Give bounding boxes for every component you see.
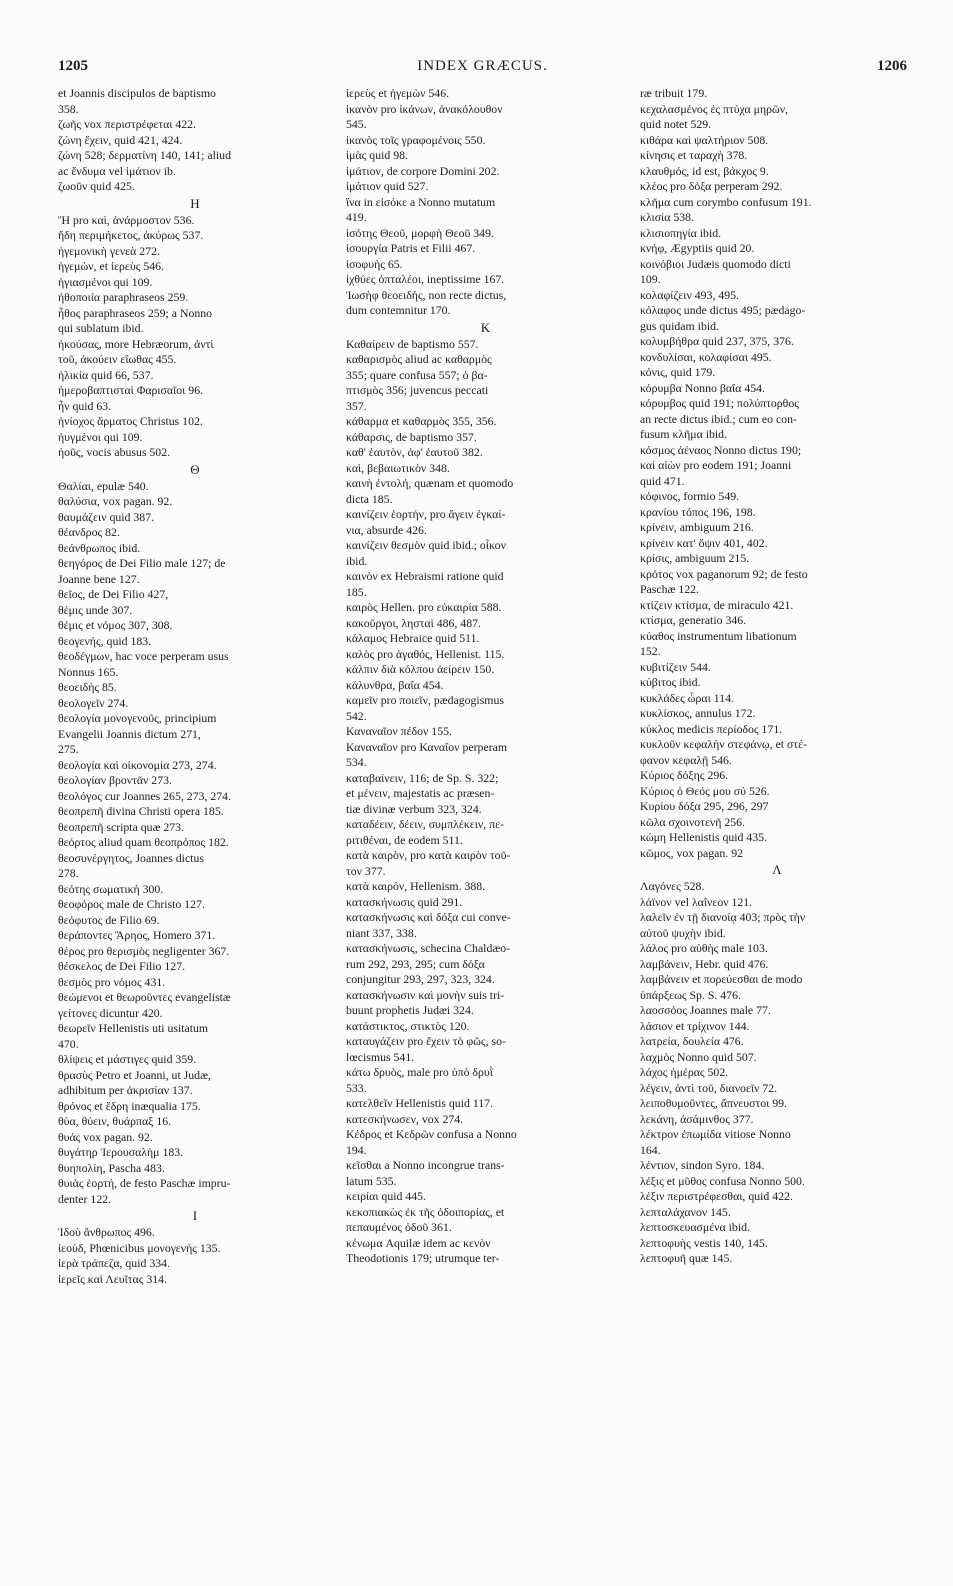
index-entry: κακοῦργοι, λησταὶ 486, 487. <box>346 615 481 630</box>
index-entry: θεοειδὴς 85. <box>58 680 117 694</box>
index-entry: lœcismus 541. <box>346 1049 415 1064</box>
index-column-2 <box>346 86 625 1571</box>
section-letter: I <box>192 1208 198 1223</box>
index-entry: κόνις, quid 179. <box>640 365 716 379</box>
section-letter: Λ <box>772 862 782 877</box>
index-entry: Κυρίου δόξα 295, 296, 297 <box>640 799 769 813</box>
index-entry: κώμη Hellenistis quid 435. <box>640 830 768 844</box>
index-entry: κατὰ καιρὸν, pro κατὰ καιρὸν τοῦ- <box>346 848 511 862</box>
index-entry: θεοφόρος male de Christo 127. <box>58 897 205 911</box>
section-letter: K <box>480 319 491 335</box>
index-entry: πεπαυμένος ὁδοῦ 361. <box>346 1220 452 1234</box>
index-entry: κολαφίζειν 493, 495. <box>640 287 740 302</box>
index-entry: καθαρισμὸς aliud ac καθαρμὸς <box>346 352 492 366</box>
index-entry: κόφινος, formio 549. <box>640 489 740 503</box>
index-entry: ἦθος paraphraseos 259; a Nonno <box>58 305 213 320</box>
index-entry: et Joannis discipulos de baptismo <box>58 86 216 100</box>
index-entry: Evangelii Joannis dictum 271, <box>58 726 201 741</box>
index-entry: θεοπρεπῆ scripta quæ 273. <box>58 819 185 834</box>
index-entry: ἠυγμένοι qui 109. <box>58 429 143 444</box>
index-entry: κάτω δρυὸς, male pro ὑπὸ δρυῒ <box>346 1065 493 1079</box>
index-entry: ἱερεὺς et ἡγεμὼν 546. <box>346 86 450 100</box>
index-entry: κρίνειν, ambiguum 216. <box>640 520 754 534</box>
index-entry: ἱερὰ τράπεζα, quid 334. <box>58 1256 170 1270</box>
index-entry: Ἢ pro καὶ, ἀνάρμοστον 536. <box>58 212 195 227</box>
index-entry: κῶλα σχοινοτενῆ 256. <box>640 814 745 829</box>
index-entry: λέγειν, ἀντὶ τοῦ, διανοεῖν 72. <box>640 1080 778 1095</box>
index-entry: κυκλοῦν κεφαλὴν στεφάνῳ, et στέ- <box>640 737 808 751</box>
index-entry: denter 122. <box>58 1191 112 1206</box>
index-entry: ἠθοποιία paraphraseos 259. <box>58 290 189 304</box>
index-entry: θέσκελος de Dei Filio 127. <box>58 959 186 973</box>
index-entry: κατὰ καιρόν, Hellenism. 388. <box>346 879 486 893</box>
index-entry: 109. <box>640 272 661 286</box>
index-entry: θέμις unde 307. <box>58 602 133 617</box>
index-entry: 194. <box>346 1142 367 1157</box>
index-entry: κίνησις et ταραχὴ 378. <box>640 148 748 162</box>
index-entry: λάϊνον vel λαΐνεον 121. <box>640 894 753 909</box>
index-entry: θλίψεις et μάστιγες quid 359. <box>58 1052 197 1066</box>
index-entry: κτίσμα, generatio 346. <box>640 613 747 627</box>
index-entry: ἰσότης Θεοῦ, μορφὴ Θεοῦ 349. <box>346 225 494 240</box>
index-entry: καταβαίνειν, 116; de Sp. S. 322; <box>346 770 499 785</box>
index-entry: θυηπολίη, Pascha 483. <box>58 1160 165 1175</box>
index-entry: niant 337, 338. <box>346 925 417 940</box>
index-entry: Κέδρος et Κεδρῶν confusa a Nonno <box>346 1127 517 1141</box>
index-entry: λεκάνη, ἀσάμινθος 377. <box>640 1111 754 1126</box>
index-entry: Paschæ 122. <box>640 582 699 596</box>
index-entry: ἵνα in εἰσόκε a Nonno mutatum <box>346 194 496 209</box>
index-entry: ζώνη 528; δερματίνη 140, 141; aliud <box>58 148 231 162</box>
index-entry: ἡμεροβαπτισταὶ Φαρισαῖοι 96. <box>58 383 204 397</box>
index-entry: κύβιτος ibid. <box>640 675 701 689</box>
index-entry: θεόφυτος de Filio 69. <box>58 912 160 927</box>
index-entry: κάθαρμα et καθαρμὸς 355, 356. <box>346 414 497 428</box>
index-entry: ἱκανὸς τοῖς γραφομένοις 550. <box>346 132 486 147</box>
index-entry: καινίζειν θεσμὸν quid ibid.; οἶκον <box>346 538 506 552</box>
index-entry: κυκλίσκος, annulus 172. <box>640 706 756 720</box>
index-entry: λεπτοφυῆ quæ 145. <box>640 1251 733 1265</box>
index-entry: λέντιον, sindon Syro. 184. <box>640 1158 765 1172</box>
index-entry: Nonnus 165. <box>58 664 119 679</box>
index-entry: καταυγάζειν pro ἔχειν τὸ φῶς, so- <box>346 1034 506 1048</box>
index-entry: κατελθεῖν Hellenistis quid 117. <box>346 1096 494 1110</box>
index-entry: dum contemnitur 170. <box>346 303 451 317</box>
index-entry: καλὸς pro ἀγαθός, Hellenist. 115. <box>346 646 505 661</box>
index-entry: θεοσυνέργητος, Joannes dictus <box>58 850 204 865</box>
index-entry: adhibitum per ἀκρισίαν 137. <box>58 1083 193 1097</box>
index-column-3 <box>640 86 914 1571</box>
index-entry: κτίζειν κτίσμα, de miraculo 421. <box>640 597 794 612</box>
index-entry: dicta 185. <box>346 491 393 506</box>
index-entry: θέρος pro θερισμὸς negligenter 367. <box>58 943 230 958</box>
index-entry: κλῆμα cum corymbo confusum 191. <box>640 194 812 209</box>
index-entry: ριτιθέναι, de eodem 511. <box>346 832 463 847</box>
index-entry: 545. <box>346 117 367 131</box>
index-entry: qui sublatum ibid. <box>58 321 144 335</box>
index-entry: 470. <box>58 1036 79 1051</box>
index-entry: quid notet 529. <box>640 117 712 131</box>
index-entry: κάλυνθρα, βαΐα 454. <box>346 677 444 692</box>
index-entry: θεολόγος cur Joannes 265, 273, 274. <box>58 788 231 803</box>
index-entry: θύα, θύειν, θυάρπαξ 16. <box>58 1114 172 1128</box>
index-entry: ἡλικία quid 66, 537. <box>58 367 154 382</box>
index-entry: λέκτρον ἐπωμίδα vitiose Nonno <box>640 1127 791 1141</box>
index-entry: λέξις et μῦθος confusa Nonno 500. <box>640 1173 805 1188</box>
index-entry: Κύριος δόξης 296. <box>640 768 729 782</box>
index-entry: κνήφ, Ægyptiis quid 20. <box>640 241 755 255</box>
index-entry: καινὸν ex Hebraismi ratione quid <box>346 569 504 583</box>
index-entry: καθ' ἑαυτὸν, ἀφ' ἑαυτοῦ 382. <box>346 445 483 459</box>
index-entry: 542. <box>346 708 367 723</box>
index-entry: 534. <box>346 755 367 769</box>
index-entry: θυγάτηρ Ἱερουσαλὴμ 183. <box>58 1145 184 1159</box>
index-entry: λατρεία, δουλεία 476. <box>640 1034 744 1048</box>
index-entry: κοινόβιοι Judæis quomodo dicti <box>640 256 791 271</box>
index-entry: θεότης σωματικὴ 300. <box>58 881 164 896</box>
index-entry: κατασκήνωσις καὶ δόξα cui conve- <box>346 910 511 924</box>
section-letter: H <box>190 195 200 211</box>
index-entry: κάλπιν διὰ κόλπου ἀείρειν 150. <box>346 662 495 676</box>
index-entry: ἱμάτιον quid 527. <box>346 179 429 193</box>
index-entry: καὶ αἰὼν pro eodem 191; Joanni <box>640 458 792 472</box>
index-entry: κονδυλίσαι, κολαφίσαι 495. <box>640 349 772 364</box>
running-title: INDEX GRÆCUS. <box>417 58 548 74</box>
index-entry: κατεσκήνωσεν, vox 274. <box>346 1111 464 1126</box>
index-entry: κατασκήνωσιν καὶ μονὴν suis tri- <box>346 987 505 1002</box>
index-entry: θυάς vox pagan. 92. <box>58 1129 153 1144</box>
index-entry: θεσμὸς pro νόμος 431. <box>58 974 166 989</box>
index-entry: ἠοῦς, vocis abusus 502. <box>58 445 171 459</box>
index-entry: ζώνη ἔχειν, quid 421, 424. <box>58 132 183 147</box>
index-entry: ἡγεμών, et ἱερεὺς 546. <box>58 259 164 273</box>
index-entry: κλέος pro δόξα perperam 292. <box>640 179 783 193</box>
index-entry: φανον κεφαλῇ 546. <box>640 752 732 767</box>
index-entry: ἱκανὸν pro ἱκάνων, ἀνακόλουθον <box>346 101 503 116</box>
index-entry: κρότος vox paganorum 92; de festo <box>640 566 808 581</box>
index-entry: fusum κλῆμα ibid. <box>640 427 728 441</box>
index-entry: κόρυμβα Nonno βαΐα 454. <box>640 380 765 395</box>
index-entry: καιρὸς Hellen. pro εὐκαιρία 588. <box>346 600 502 614</box>
index-entry: κῶμος, vox pagan. 92 <box>640 845 744 860</box>
index-entry: Καναναῖον pro Καναΐον perperam <box>346 739 507 754</box>
index-column-1 <box>58 86 332 1571</box>
index-entry: Ἰδοὺ ἄνθρωπος 496. <box>58 1225 155 1239</box>
index-entry: καινὴ ἐντολή, quænam et quomodo <box>346 476 514 490</box>
index-entry: ὑπάρξεως Sp. S. 476. <box>640 987 741 1002</box>
index-entry: θεράποντες Ἄρηος, Homero 371. <box>58 928 216 942</box>
index-entry: πτισμὸς 356; juvencus peccati <box>346 383 489 397</box>
index-entry: κλισία 538. <box>640 210 695 224</box>
index-entry: θεωρεῖν Hellenistis uti usitatum <box>58 1021 209 1035</box>
index-entry: latum 535. <box>346 1173 397 1188</box>
index-entry: κολυμβήθρα quid 237, 375, 376. <box>640 334 794 348</box>
index-entry: κειρίαι quid 445. <box>346 1189 427 1203</box>
index-entry: κόσμος ἀέναος Nonno dictus 190; <box>640 442 802 457</box>
index-entry: θεώμενοι et θεωροῦντες evangelistæ <box>58 990 231 1004</box>
index-entry: tiæ divinæ verbum 323, 324. <box>346 801 482 816</box>
index-entry: καινίζειν ἑορτήν, pro ἄγειν ἐγκαί- <box>346 507 506 521</box>
index-entry: 358. <box>58 101 79 116</box>
index-entry: κεκοπιακὼς ἐκ τῆς ὁδοιπορίας, et <box>346 1204 505 1219</box>
index-entry: λαχμὸς Nonno quid 507. <box>640 1049 757 1064</box>
index-entry: κρανίου τόπος 196, 198. <box>640 504 756 519</box>
index-entry: Λαγόνες 528. <box>640 879 705 893</box>
index-entry: ἱμάτιον, de corpore Domini 202. <box>346 163 500 178</box>
index-entry: ἱερεῖς καὶ Λευῖτας 314. <box>58 1271 167 1286</box>
index-entry: buunt prophetis Judæi 324. <box>346 1003 474 1017</box>
index-entry: θέμις et νόμος 307, 308. <box>58 618 173 632</box>
index-entry: κεῖσθαι a Nonno incongrue trans- <box>346 1158 505 1172</box>
index-entry: λάσιον et τρίχινον 144. <box>640 1018 750 1033</box>
index-entry: γείτονες dicuntur 420. <box>58 1005 163 1020</box>
index-entry: ἡγιασμένοι qui 109. <box>58 274 153 289</box>
index-entry: ζωοῦν quid 425. <box>58 179 135 193</box>
index-entry: κάλαμος Hebraice quid 511. <box>346 631 480 645</box>
index-entry: ἤδη περιμήκετος, ἀκύρως 537. <box>58 228 204 242</box>
index-entry: Καθαίρειν de baptismo 557. <box>346 336 479 351</box>
index-entry: θεολογίαν βροντᾶν 273. <box>58 773 172 787</box>
index-entry: κατασκήνωσις quid 291. <box>346 894 463 909</box>
index-entry: 533. <box>346 1080 367 1095</box>
index-entry: 419. <box>346 210 367 224</box>
index-entry: λάχος ἡμέρας 502. <box>640 1065 729 1079</box>
index-entry: λεπτοσκευασμένα ibid. <box>640 1220 750 1234</box>
index-entry: Κύριος ὁ Θεός μου σύ 526. <box>640 783 770 798</box>
index-entry: θαυμάζειν quid 387. <box>58 509 155 524</box>
index-entry: et μένειν, majestatis ac præsen- <box>346 786 495 800</box>
index-entry: θεοδέγμων, hac voce perperam usus <box>58 649 229 663</box>
index-entry: κόρυμβος quid 191; πολύπτορθος <box>640 396 799 410</box>
index-entry: ἰχθύες ὀπταλέοι, ineptissime 167. <box>346 272 505 286</box>
index-entry: 355; quare confusa 557; ὁ βα- <box>346 367 488 382</box>
index-entry: ræ tribuit 179. <box>640 86 708 100</box>
index-entry: ἰεοὺδ, Phœnicibus μονογενὴς 135. <box>58 1240 221 1255</box>
index-entry: λειποθυμοῦντες, ἄπνευστοι 99. <box>640 1096 787 1110</box>
index-entry: κάθαρσις, de baptismo 357. <box>346 429 477 444</box>
index-entry: λαμβάνειν et πορεύεσθαι de modo <box>640 972 803 986</box>
index-entry: θρασὺς Petro et Joanni, ut Judæ, <box>58 1067 211 1082</box>
index-entry: θεηγόρος de Dei Filio male 127; de <box>58 556 226 570</box>
index-entry: λεπταλάχανον 145. <box>640 1204 731 1219</box>
index-entry: θεόρτος aliud quam θεοπρόπος 182. <box>58 835 229 849</box>
index-entry: θεογενής, quid 183. <box>58 633 152 648</box>
index-entry: λαοσσόος Joannes male 77. <box>640 1003 771 1017</box>
index-entry: ibid. <box>346 553 368 568</box>
index-entry: Ἰωσὴφ θεοειδής, non recte dictus, <box>346 287 507 302</box>
index-entry: θεοπρεπῆ divina Christi opera 185. <box>58 804 224 818</box>
index-entry: κύκλος medicis περίοδος 171. <box>640 721 783 736</box>
index-entry: θεολογεῖν 274. <box>58 695 129 710</box>
index-entry: λαμβάνειν, Hebr. quid 476. <box>640 956 769 971</box>
index-entry: ἰσοφυὴς 65. <box>346 256 403 271</box>
index-entry: ἰσουργία Patris et Filii 467. <box>346 241 476 255</box>
index-entry: Καναναῖον πέδον 155. <box>346 724 452 738</box>
index-entry: λεπτοφυὴς vestis 140, 145. <box>640 1235 768 1250</box>
index-entry: quid 471. <box>640 473 685 488</box>
index-entry: θαλύσια, vox pagan. 92. <box>58 494 173 508</box>
index-entry: λάλος pro αὐθὴς male 103. <box>640 941 768 955</box>
index-entry: λέξιν περιστρέφεσθαι, quid 422. <box>640 1189 793 1203</box>
index-entry: κρίνειν κατ' ὄψιν 401, 402. <box>640 535 768 550</box>
index-entry: ἱμὰς quid 98. <box>346 148 408 162</box>
index-entry: 275. <box>58 742 79 756</box>
index-entry: rum 292, 293, 295; cum δόξα <box>346 956 485 971</box>
index-entry: κόλαφος unde dictus 495; pædago- <box>640 303 806 317</box>
index-entry: καμεῖν pro ποιεῖν, pædagogismus <box>346 693 504 707</box>
index-entry: καὶ, βεβαιωτικὸν 348. <box>346 460 450 475</box>
index-entry: κλαυθμός, id est, βάκχος 9. <box>640 163 769 178</box>
page-header <box>58 58 907 80</box>
index-entry: conjungitur 293, 297, 323, 324. <box>346 972 495 986</box>
index-entry: κεχαλασμένος ἐς πτύχα μηρῶν, <box>640 101 789 116</box>
index-entry: 357. <box>346 398 367 413</box>
index-entry: αὐτοῦ ψυχὴν ibid. <box>640 925 726 940</box>
index-entry: ἡνίοχος ἅρματος Christus 102. <box>58 414 203 428</box>
index-entry: νια, absurde 426. <box>346 522 427 537</box>
index-entry: κρίσις, ambiguum 215. <box>640 551 750 565</box>
index-entry: 278. <box>58 866 79 880</box>
index-entry: θέανδρος 82. <box>58 525 120 539</box>
index-entry: θεάνθρωπος ibid. <box>58 540 141 555</box>
index-entry: κατασκήνωσις, schecina Chaldæo- <box>346 941 511 955</box>
index-entry: 152. <box>640 644 661 658</box>
index-entry: ἦν quid 63. <box>58 398 112 413</box>
index-entry: θεῖος, de Dei Filio 427, <box>58 587 169 601</box>
section-letter: Θ <box>190 461 200 477</box>
index-entry: Theodotionis 179; utrumque ter- <box>346 1251 500 1265</box>
index-entry: ἠκούσας, more Hebræorum, ἀντὶ <box>58 336 214 351</box>
index-entry: θεολογία καὶ οἰκονομία 273, 274. <box>58 757 217 772</box>
index-entry: an recte dictus ibid.; cum eo con- <box>640 411 797 426</box>
index-entry: ζωῆς vox περιστρέφεται 422. <box>58 117 197 131</box>
index-entry: Θαλίαι, epulæ 540. <box>58 478 149 493</box>
right-page-number: 1206 <box>877 58 907 74</box>
index-entry: κιθάρα καὶ ψαλτήριον 508. <box>640 132 769 147</box>
index-entry: κυβιτίζειν 544. <box>640 659 711 674</box>
left-page-number: 1205 <box>58 58 88 74</box>
index-entry: κατάστικτος, στικτὸς 120. <box>346 1018 470 1033</box>
index-entry: τον 377. <box>346 863 386 878</box>
index-entry: 185. <box>346 584 367 599</box>
index-entry: καταδέειν, δέειν, συμπλέκειν, πε- <box>346 817 504 831</box>
index-entry: ac ἔνδυμα vel ἱμάτιον ib. <box>58 163 176 178</box>
index-entry: θρόνος et ἕδρη inæqualia 175. <box>58 1098 201 1113</box>
index-entry: κύαθος instrumentum libationum <box>640 628 797 643</box>
index-entry: Joanne bene 127. <box>58 571 140 586</box>
index-entry: θεολογία μονογενοῦς, principium <box>58 711 217 725</box>
index-entry: ἡγεμονικὴ γενεὰ 272. <box>58 243 160 258</box>
index-entry: gus quidam ibid. <box>640 318 719 333</box>
index-entry: θυιὰς ἑορτή, de festo Paschæ impru- <box>58 1176 231 1190</box>
index-entry: κυκλάδες ὧραι 114. <box>640 690 734 705</box>
index-entry: κλισιοπηγία ibid. <box>640 225 722 240</box>
index-entry: 164. <box>640 1142 661 1157</box>
index-entry: λαλεῖν ἐν τῇ διανοίᾳ 403; πρὸς τὴν <box>640 910 806 924</box>
index-entry: τοῦ, ἀκούειν εἴωθας 455. <box>58 352 177 366</box>
index-entry: κένωμα Aquilæ idem ac κενὸν <box>346 1235 491 1250</box>
